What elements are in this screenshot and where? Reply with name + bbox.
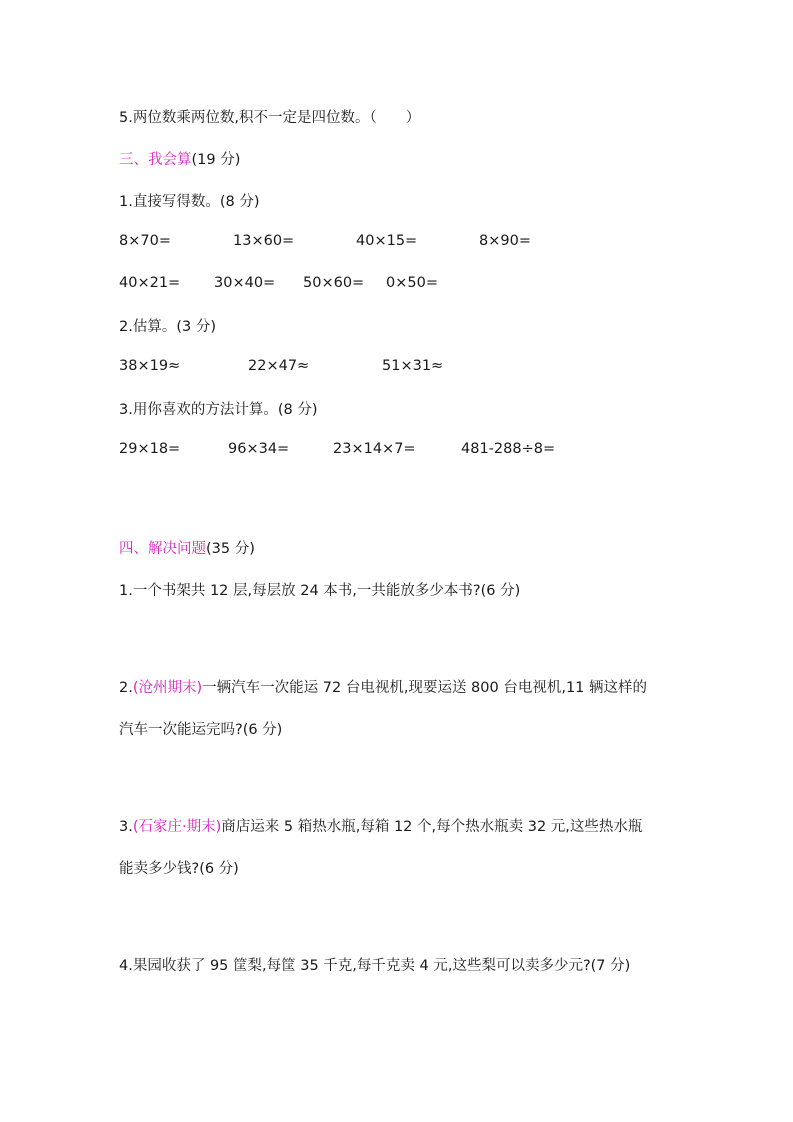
problem-3-number: 3. bbox=[119, 819, 133, 835]
section3-points: (19 分) bbox=[191, 152, 241, 168]
section4-title: 四、解决问题 bbox=[119, 541, 206, 557]
q3-row bbox=[0, 441, 793, 461]
q1-r2-item-4: 0×50= bbox=[386, 275, 438, 291]
problem-3-line-1 bbox=[119, 817, 642, 837]
problem-2-line-1 bbox=[119, 678, 647, 698]
section3-title: 三、我会算 bbox=[119, 152, 192, 168]
q1-row-2 bbox=[0, 275, 793, 295]
q2-item-3: 51×31≈ bbox=[382, 358, 444, 374]
section4-points: (35 分) bbox=[206, 541, 255, 557]
q2-item-1: 38×19≈ bbox=[119, 358, 181, 374]
q3-item-4: 481-288÷8= bbox=[461, 441, 556, 457]
q1-title: 1.直接写得数。(8 分) bbox=[119, 194, 260, 210]
q2-row bbox=[0, 358, 793, 378]
section4-heading bbox=[119, 539, 255, 559]
q1-r2-item-1: 40×21= bbox=[119, 275, 181, 291]
problem-2-text-a: 一辆汽车一次能运 72 台电视机,现要运送 800 台电视机,11 辆这样的 bbox=[202, 680, 648, 696]
q1-r1-item-4: 8×90= bbox=[479, 233, 531, 249]
section3-heading bbox=[119, 150, 240, 170]
problem-2-line-2: 汽车一次能运完吗?(6 分) bbox=[119, 722, 283, 738]
q1-r2-item-2: 30×40= bbox=[214, 275, 276, 291]
q1-r1-item-1: 8×70= bbox=[119, 233, 171, 249]
q3-title: 3.用你喜欢的方法计算。(8 分) bbox=[119, 402, 318, 418]
q2-title: 2.估算。(3 分) bbox=[119, 319, 216, 335]
problem-4: 4.果园收获了 95 筐梨,每筐 35 千克,每千克卖 4 元,这些梨可以卖多少元?(7 分) bbox=[119, 958, 631, 974]
q1-r1-item-2: 13×60= bbox=[233, 233, 295, 249]
q1-r1-item-3: 40×15= bbox=[356, 233, 418, 249]
q3-item-3: 23×14×7= bbox=[333, 441, 416, 457]
q1-r2-item-3: 50×60= bbox=[303, 275, 365, 291]
q2-item-2: 22×47≈ bbox=[248, 358, 310, 374]
q1-row-1 bbox=[0, 233, 793, 253]
q3-item-1: 29×18= bbox=[119, 441, 181, 457]
problem-1: 1.一个书架共 12 层,每层放 24 本书,一共能放多少本书?(6 分) bbox=[119, 583, 521, 599]
problem-2-number: 2. bbox=[119, 680, 133, 696]
problem-2-source-tag: (沧州期末) bbox=[132, 680, 203, 696]
problem-3-source-tag: (石家庄·期末) bbox=[132, 819, 222, 835]
q3-item-2: 96×34= bbox=[228, 441, 290, 457]
problem-3-text-a: 商店运来 5 箱热水瓶,每箱 12 个,每个热水瓶卖 32 元,这些热水瓶 bbox=[221, 819, 643, 835]
judge-item-5: 5.两位数乘两位数,积不一定是四位数。（ ） bbox=[119, 110, 421, 126]
problem-3-line-2: 能卖多少钱?(6 分) bbox=[119, 861, 239, 877]
